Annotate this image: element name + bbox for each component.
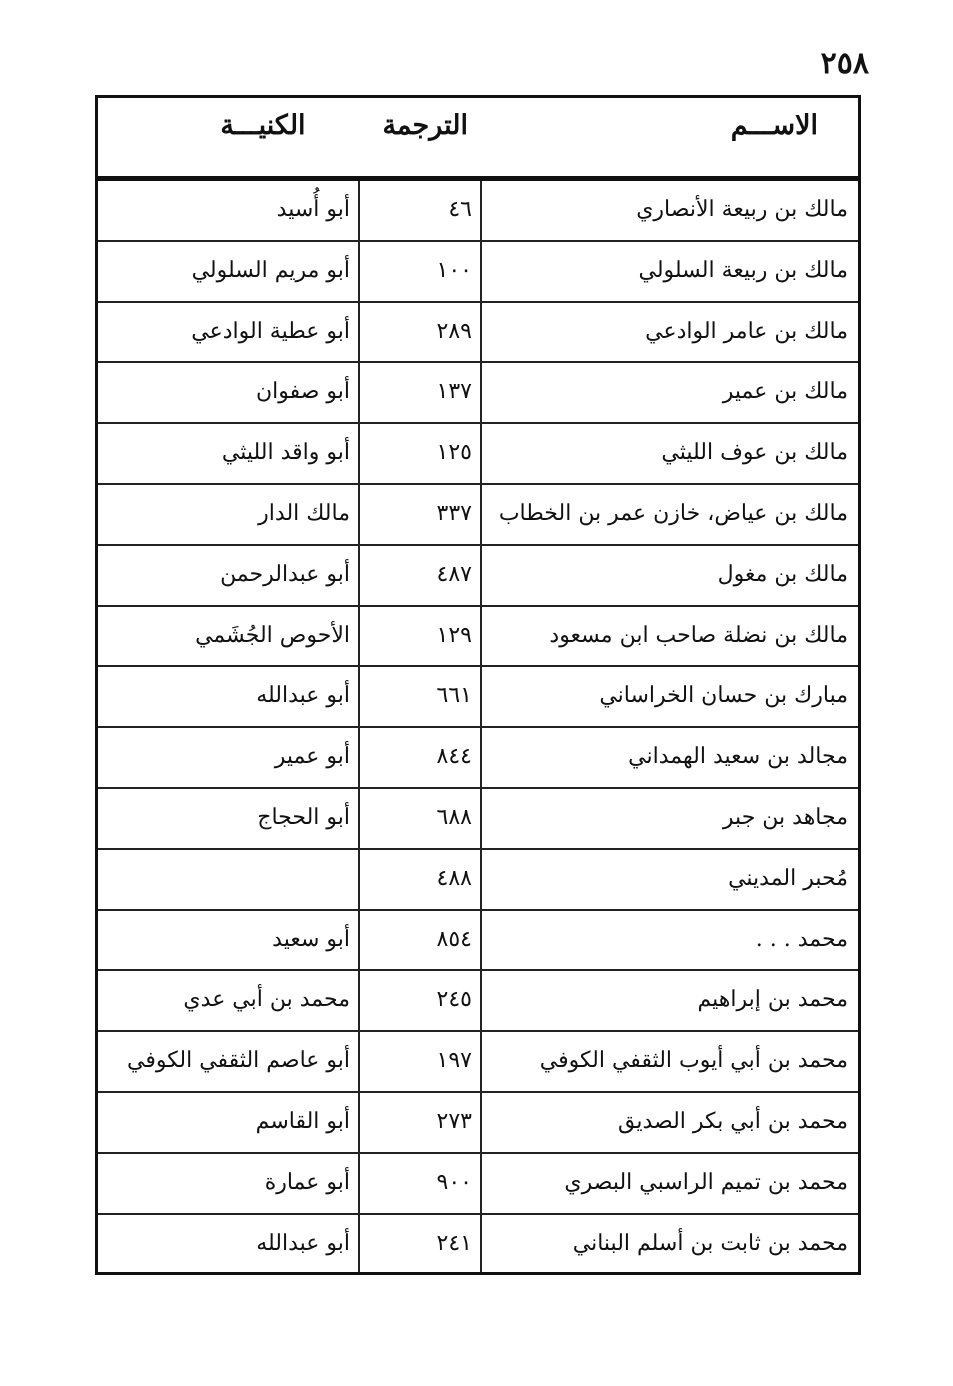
kunya-cell: أبو عاصم الثقفي الكوفي [127, 1048, 350, 1074]
table-row [98, 607, 858, 668]
header-ref: الترجمة [382, 110, 468, 141]
name-cell: مالك بن ربيعة السلولي [638, 257, 848, 283]
ref-cell: ٦٦١ [436, 683, 472, 709]
table-header [98, 98, 858, 181]
table-row [98, 911, 858, 972]
kunya-cell: أبو عمير [274, 744, 350, 770]
ref-cell: ١٠٠ [436, 257, 472, 283]
name-cell: مالك بن مغول [717, 561, 848, 587]
ref-cell: ٤٦ [448, 197, 472, 222]
kunya-cell: أبو عطية الوادعي [191, 318, 350, 344]
name-cell: محمد بن أبي أيوب الثقفي الكوفي [539, 1048, 848, 1074]
ref-cell: ٤٨٨ [436, 865, 472, 891]
kunya-cell: أبو واقد الليثي [221, 440, 350, 466]
ref-cell: ٨٥٤ [436, 926, 472, 952]
table-row [98, 181, 858, 242]
kunya-cell: مالك الدار [258, 500, 350, 526]
kunya-cell: محمد بن أبي عدي [183, 987, 350, 1013]
table-row [98, 546, 858, 607]
table-row [98, 424, 858, 485]
name-cell: مُحبر المديني [728, 865, 848, 891]
ref-cell: ٤٨٧ [436, 561, 472, 587]
ref-cell: ٦٨٨ [436, 804, 472, 830]
ref-cell: ٢٤٥ [436, 987, 472, 1013]
ref-cell: ١٣٧ [436, 379, 472, 405]
table-body [98, 181, 858, 1290]
header-name: الاســـم [730, 110, 818, 141]
table-row [98, 1154, 858, 1215]
name-cell: محمد . . . [755, 926, 848, 952]
header-kunya: الكنيـــة [220, 110, 306, 141]
table-row [98, 1032, 858, 1093]
table-row [98, 971, 858, 1032]
name-cell: محمد بن ثابت بن أسلم البناني [572, 1230, 848, 1256]
kunya-cell: أبو عبدالرحمن [220, 561, 350, 587]
ref-cell: ٩٠٠ [436, 1169, 472, 1195]
table-row [98, 1093, 858, 1154]
kunya-cell [98, 850, 358, 909]
kunya-cell: أبو سعيد [272, 926, 350, 952]
table-row [98, 485, 858, 546]
name-cell: مالك بن عوف الليثي [661, 440, 848, 466]
name-cell: مالك بن نضلة صاحب ابن مسعود [549, 622, 848, 648]
name-cell: مالك بن عامر الوادعي [645, 318, 848, 344]
index-table [95, 95, 861, 1275]
kunya-cell: أبو الحجاج [257, 804, 350, 830]
kunya-cell: أبو مريم السلولي [191, 257, 350, 283]
ref-cell: ٢٤١ [436, 1230, 472, 1256]
name-cell: محمد بن تميم الراسبي البصري [564, 1169, 848, 1195]
ref-cell: ٣٣٧ [436, 500, 472, 526]
kunya-cell: أبو عبدالله [256, 1230, 350, 1256]
name-cell: مجالد بن سعيد الهمداني [628, 744, 848, 770]
ref-cell: ٢٧٣ [436, 1108, 472, 1134]
table-row [98, 1215, 858, 1290]
name-cell: مبارك بن حسان الخراساني [599, 683, 848, 709]
kunya-cell: أبو أُسيد [276, 197, 350, 222]
table-row [98, 850, 858, 911]
kunya-cell: أبو القاسم [255, 1108, 350, 1134]
kunya-cell: الأحوص الجُشَمي [195, 622, 350, 648]
table-row [98, 728, 858, 789]
name-cell: محمد بن أبي بكر الصديق [618, 1108, 848, 1134]
ref-cell: ٢٨٩ [436, 318, 472, 344]
table-row [98, 667, 858, 728]
name-cell: مالك بن ربيعة الأنصاري [636, 197, 848, 222]
kunya-cell: أبو عمارة [264, 1169, 350, 1195]
ref-cell: ١٢٩ [436, 622, 472, 648]
ref-cell: ٨٤٤ [436, 744, 472, 770]
table-row [98, 303, 858, 364]
table-row [98, 789, 858, 850]
kunya-cell: أبو صفوان [255, 379, 350, 405]
ref-cell: ١٢٥ [436, 440, 472, 466]
table-row [98, 363, 858, 424]
ref-cell: ١٩٧ [436, 1048, 472, 1074]
kunya-cell: أبو عبدالله [256, 683, 350, 709]
name-cell: محمد بن إبراهيم [697, 987, 848, 1013]
name-cell: مالك بن عياض، خازن عمر بن الخطاب [498, 500, 848, 526]
table-row [98, 242, 858, 303]
page-number: ٢٥٨ [820, 46, 869, 81]
name-cell: مجاهد بن جبر [722, 804, 848, 830]
name-cell: مالك بن عمير [722, 379, 848, 405]
